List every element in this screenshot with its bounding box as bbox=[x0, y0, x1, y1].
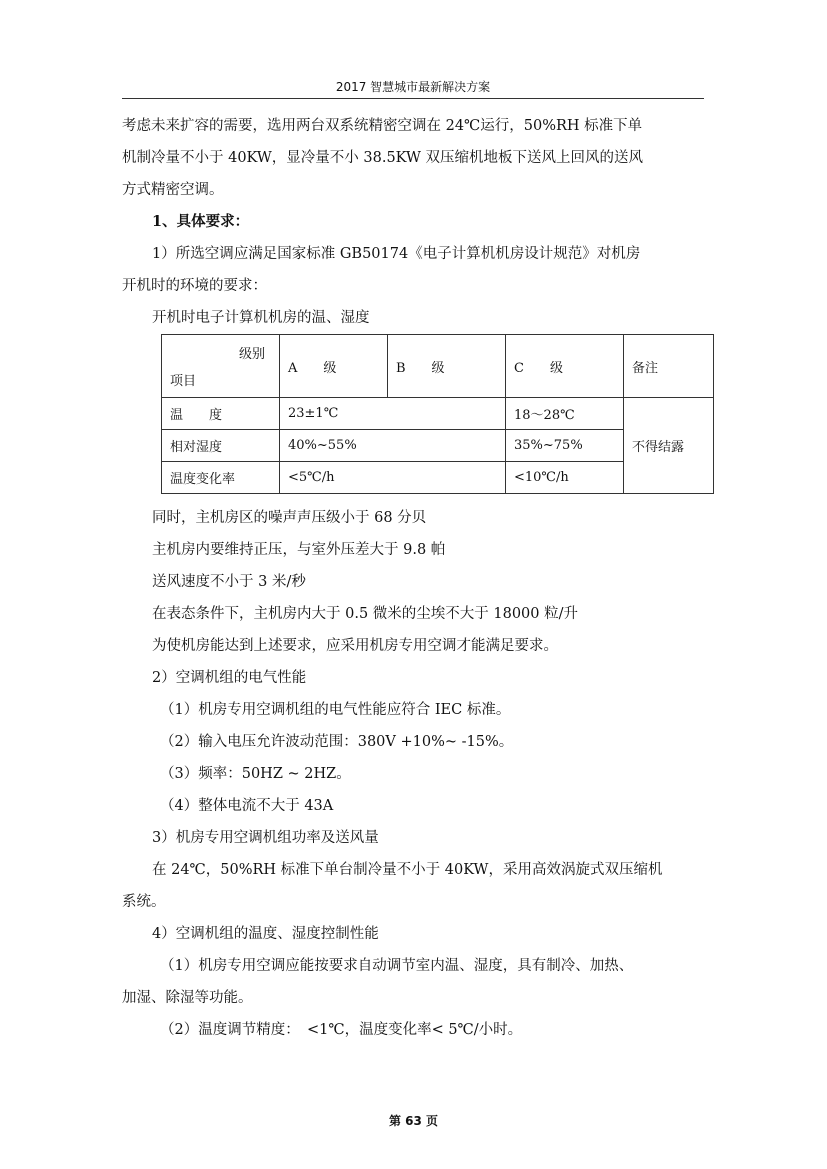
table-caption: 开机时电子计算机机房的温、湿度 bbox=[152, 310, 370, 326]
req2-title: 2）空调机组的电气性能 bbox=[152, 670, 307, 686]
row-label: 温度变化率 bbox=[162, 462, 280, 494]
page-number: 第 63 页 bbox=[388, 1114, 439, 1128]
row-c-value: 35%~75% bbox=[506, 430, 624, 462]
req4-item-2: （2）温度调节精度： <1℃，温度变化率< 5℃/小时。 bbox=[160, 1022, 523, 1038]
after-table-line-2: 主机房内要维持正压，与室外压差大于 9.8 帕 bbox=[152, 542, 446, 558]
note-cell: 不得结露 bbox=[624, 398, 714, 494]
page-footer bbox=[0, 1112, 827, 1129]
table-row bbox=[162, 398, 714, 430]
intro-line-2: 机制冷量不小于 40KW，显冷量不小 38.5KW 双压缩机地板下送风上回风的送风 bbox=[122, 150, 643, 166]
header-col-b: B 级 bbox=[388, 335, 506, 398]
body-top bbox=[122, 110, 706, 334]
table-header-row bbox=[162, 335, 714, 398]
row-c-value: 18～28℃ bbox=[506, 398, 624, 430]
body-bottom bbox=[122, 502, 706, 1046]
row-label: 温 度 bbox=[162, 398, 280, 430]
req3-line-2: 系统。 bbox=[122, 894, 166, 910]
page-header bbox=[122, 78, 704, 99]
req4-item-1-cont: 加湿、除湿等功能。 bbox=[122, 990, 253, 1006]
row-label: 相对湿度 bbox=[162, 430, 280, 462]
req2-item-3: （3）频率：50HZ ~ 2HZ。 bbox=[160, 766, 351, 782]
req1-line-1: 1）所选空调应满足国家标准 GB50174《电子计算机机房设计规范》对机房 bbox=[152, 246, 641, 262]
header-col-note: 备注 bbox=[624, 335, 714, 398]
intro-line-1: 考虑未来扩容的需要，选用两台双系统精密空调在 24℃运行，50%RH 标准下单 bbox=[122, 118, 643, 134]
req2-item-1: （1）机房专用空调机组的电气性能应符合 IEC 标准。 bbox=[160, 702, 511, 718]
after-table-line-1: 同时，主机房区的噪声声压级小于 68 分贝 bbox=[152, 510, 427, 526]
row-ab-value: 23±1℃ bbox=[280, 398, 506, 430]
after-table-line-3: 送风速度不小于 3 米/秒 bbox=[152, 574, 306, 590]
req4-title: 4）空调机组的温度、湿度控制性能 bbox=[152, 926, 379, 942]
corner-top-label: 级别 bbox=[238, 347, 265, 362]
header-col-c: C 级 bbox=[506, 335, 624, 398]
corner-bottom-label: 项目 bbox=[170, 374, 197, 389]
row-c-value: <10℃/h bbox=[506, 462, 624, 494]
header-col-a: A 级 bbox=[280, 335, 388, 398]
req2-item-2: （2）输入电压允许波动范围：380V +10%~ -15%。 bbox=[160, 734, 514, 750]
environment-table bbox=[161, 334, 714, 494]
intro-line-3: 方式精密空调。 bbox=[122, 182, 224, 198]
table-corner-cell bbox=[162, 335, 280, 398]
row-ab-value: 40%~55% bbox=[280, 430, 506, 462]
req1-line-2: 开机时的环境的要求： bbox=[122, 278, 267, 294]
req2-item-4: （4）整体电流不大于 43A bbox=[160, 798, 334, 814]
req4-item-1: （1）机房专用空调应能按要求自动调节室内温、湿度，具有制冷、加热、 bbox=[160, 958, 634, 974]
header-title: 2017 智慧城市最新解决方案 bbox=[335, 80, 491, 94]
after-table-line-4: 在表态条件下，主机房内大于 0.5 微米的尘埃不大于 18000 粒/升 bbox=[152, 606, 579, 622]
row-ab-value: <5℃/h bbox=[280, 462, 506, 494]
section-title: 1、具体要求： bbox=[152, 213, 250, 230]
req3-line-1: 在 24℃，50%RH 标准下单台制冷量不小于 40KW，采用高效涡旋式双压缩机 bbox=[152, 862, 663, 878]
after-table-line-5: 为使机房能达到上述要求，应采用机房专用空调才能满足要求。 bbox=[152, 638, 558, 654]
req3-title: 3）机房专用空调机组功率及送风量 bbox=[152, 830, 379, 846]
